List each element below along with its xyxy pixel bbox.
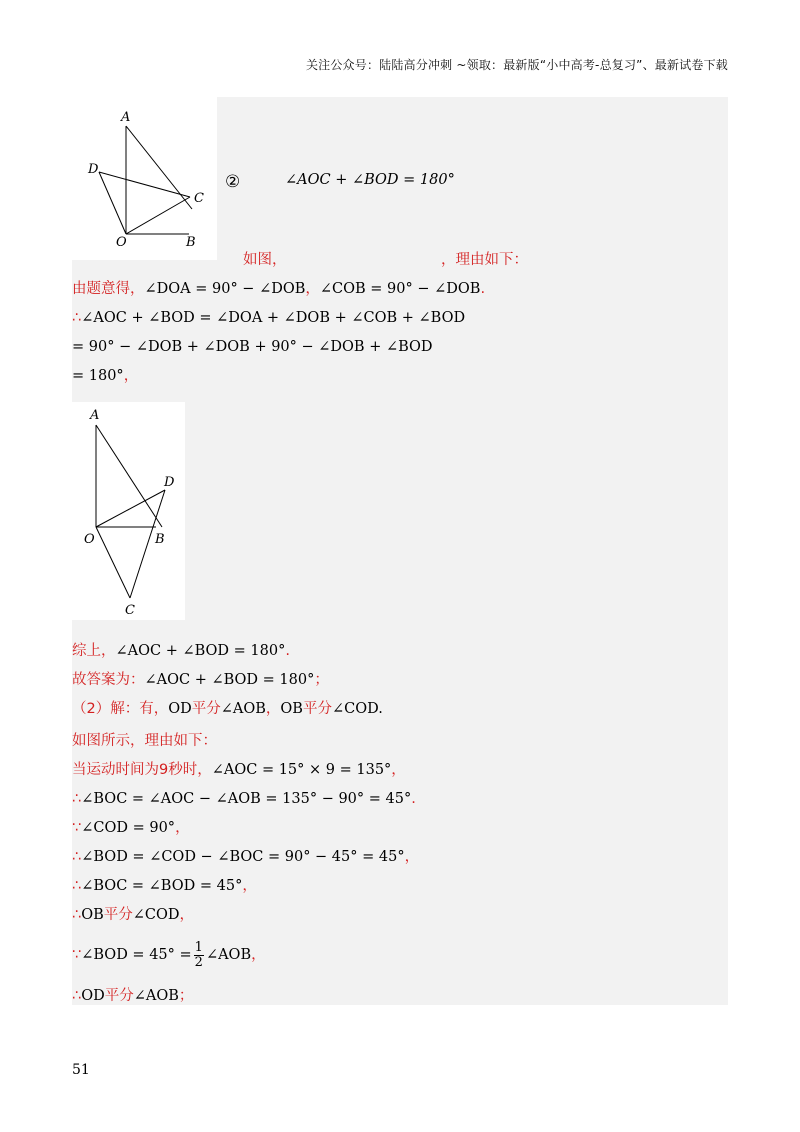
l1-text: 由题意得， — [72, 281, 145, 297]
l9-math: ∠AOC = 15° × 9 = 135° — [211, 762, 392, 778]
line-16 — [72, 986, 193, 1006]
line-9 — [72, 760, 406, 780]
l12-text: ∴ — [72, 849, 82, 865]
fig2-label-b: B — [155, 532, 165, 547]
l12-math: ∠BOD = ∠COD − ∠BOC = 90° − 45° = 45° — [81, 849, 405, 865]
fig2-label-a: A — [90, 408, 100, 423]
l10-math: ∠BOC = ∠AOC − ∠AOB = 135° − 90° = 45° — [81, 791, 412, 807]
l6-math: ∠AOC + ∠BOD = 180° — [144, 672, 315, 688]
l5-text: 综上， — [72, 643, 116, 659]
fig2-label-c: C — [125, 603, 135, 618]
l7-text2: 平分 — [191, 701, 221, 717]
l10-text: ∴ — [72, 791, 82, 807]
text-reason: ，理由如下： — [441, 252, 528, 268]
l15-text: ∵ — [72, 947, 82, 963]
l5-math: ∠AOC + ∠BOD = 180° — [115, 643, 286, 659]
fig1-label-c: C — [194, 191, 204, 206]
fig1-label-b: B — [186, 235, 196, 250]
line-6 — [72, 670, 329, 690]
l16-math2: ∠AOB — [133, 988, 179, 1004]
l10-end: . — [411, 791, 416, 807]
l13-text: ∴ — [72, 878, 82, 894]
l11-math: ∠COD = 90° — [81, 820, 176, 836]
l11-text: ∵ — [72, 820, 82, 836]
l1-sep: ， — [305, 281, 320, 297]
l8-text: 如图所示，理由如下： — [72, 733, 217, 749]
l3-math: = 90° − ∠DOB + ∠DOB + 90° − ∠DOB + ∠BOD — [72, 339, 433, 355]
l2-math: ∠AOC + ∠BOD = ∠DOA + ∠DOB + ∠COB + ∠BOD — [81, 310, 466, 326]
l14-text: ∴ — [72, 907, 82, 923]
l13-math: ∠BOC = ∠BOD = 45° — [81, 878, 243, 894]
text-ru-tu: 如图， — [243, 252, 287, 268]
l2-text: ∴ — [72, 310, 82, 326]
l14-text2: 平分 — [103, 907, 133, 923]
l16-math1: OD — [81, 988, 105, 1004]
line-3 — [72, 337, 433, 357]
l16-text2: 平分 — [104, 988, 134, 1004]
page-number: 51 — [72, 1062, 90, 1078]
l12-end: ， — [404, 849, 420, 865]
line-4 — [72, 366, 138, 386]
l1-math2: ∠COB = 90° − ∠DOB — [319, 281, 481, 297]
l13-end: ， — [242, 878, 257, 894]
l16-text: ∴ — [72, 988, 82, 1004]
line-5 — [72, 641, 290, 661]
case-marker: ② — [225, 172, 241, 192]
fraction-numerator: 1 — [194, 939, 203, 955]
l7-math2: ∠AOB — [220, 701, 266, 717]
l16-end: ； — [178, 988, 194, 1004]
line-8 — [72, 731, 217, 751]
figure-case-2 — [72, 97, 217, 260]
l9-text: 当运动时间为9秒时， — [72, 762, 212, 778]
line-14 — [72, 905, 194, 925]
case2-formula: ∠AOC + ∠BOD = 180° — [285, 172, 455, 188]
l6-text: 故答案为： — [72, 672, 145, 688]
l1-math1: ∠DOA = 90° − ∠DOB — [144, 281, 306, 297]
fig2-label-d: D — [164, 475, 175, 490]
l5-end: . — [285, 643, 290, 659]
fig1-label-o: O — [116, 235, 127, 250]
l7-sep: ， — [265, 701, 281, 717]
fraction-one-half — [194, 941, 204, 970]
fraction-denominator: 2 — [194, 954, 203, 970]
fig1-label-a: A — [121, 110, 131, 125]
l7-math1: OD — [168, 701, 192, 717]
l14-math1: OB — [81, 907, 104, 923]
l1-end: . — [480, 281, 486, 297]
l7-text3: 平分 — [302, 701, 332, 717]
line-1 — [72, 279, 485, 299]
l4-math: = 180° — [72, 368, 124, 384]
l15-end: ， — [251, 947, 266, 963]
fig2-label-o: O — [84, 532, 95, 547]
line-15 — [72, 940, 266, 970]
line-7 — [72, 699, 383, 719]
fig1-label-d: D — [88, 162, 99, 177]
l7-end: . — [378, 701, 383, 717]
line-12 — [72, 847, 419, 867]
l15-math2: ∠AOB — [205, 947, 252, 963]
l14-math2: ∠COD — [132, 907, 180, 923]
l4-end: ， — [123, 368, 139, 384]
figure-2 — [72, 402, 185, 620]
l14-end: ， — [179, 907, 195, 923]
l11-end: ， — [175, 820, 190, 836]
l6-end: ； — [314, 672, 329, 688]
line-10 — [72, 789, 416, 809]
l15-math1: ∠BOD = 45° = — [81, 947, 192, 963]
line-2 — [72, 308, 465, 328]
l9-end: ， — [391, 762, 406, 778]
l7-math3: OB — [280, 701, 303, 717]
l7-text1: （2）解：有， — [72, 701, 169, 717]
l7-math4: ∠COD — [331, 701, 379, 717]
page-header: 关注公众号：陆陆高分冲刺 ~领取：最新版“小中高考-总复习”、最新试卷下载 — [305, 58, 728, 72]
line-11 — [72, 818, 190, 838]
line-13 — [72, 876, 257, 896]
